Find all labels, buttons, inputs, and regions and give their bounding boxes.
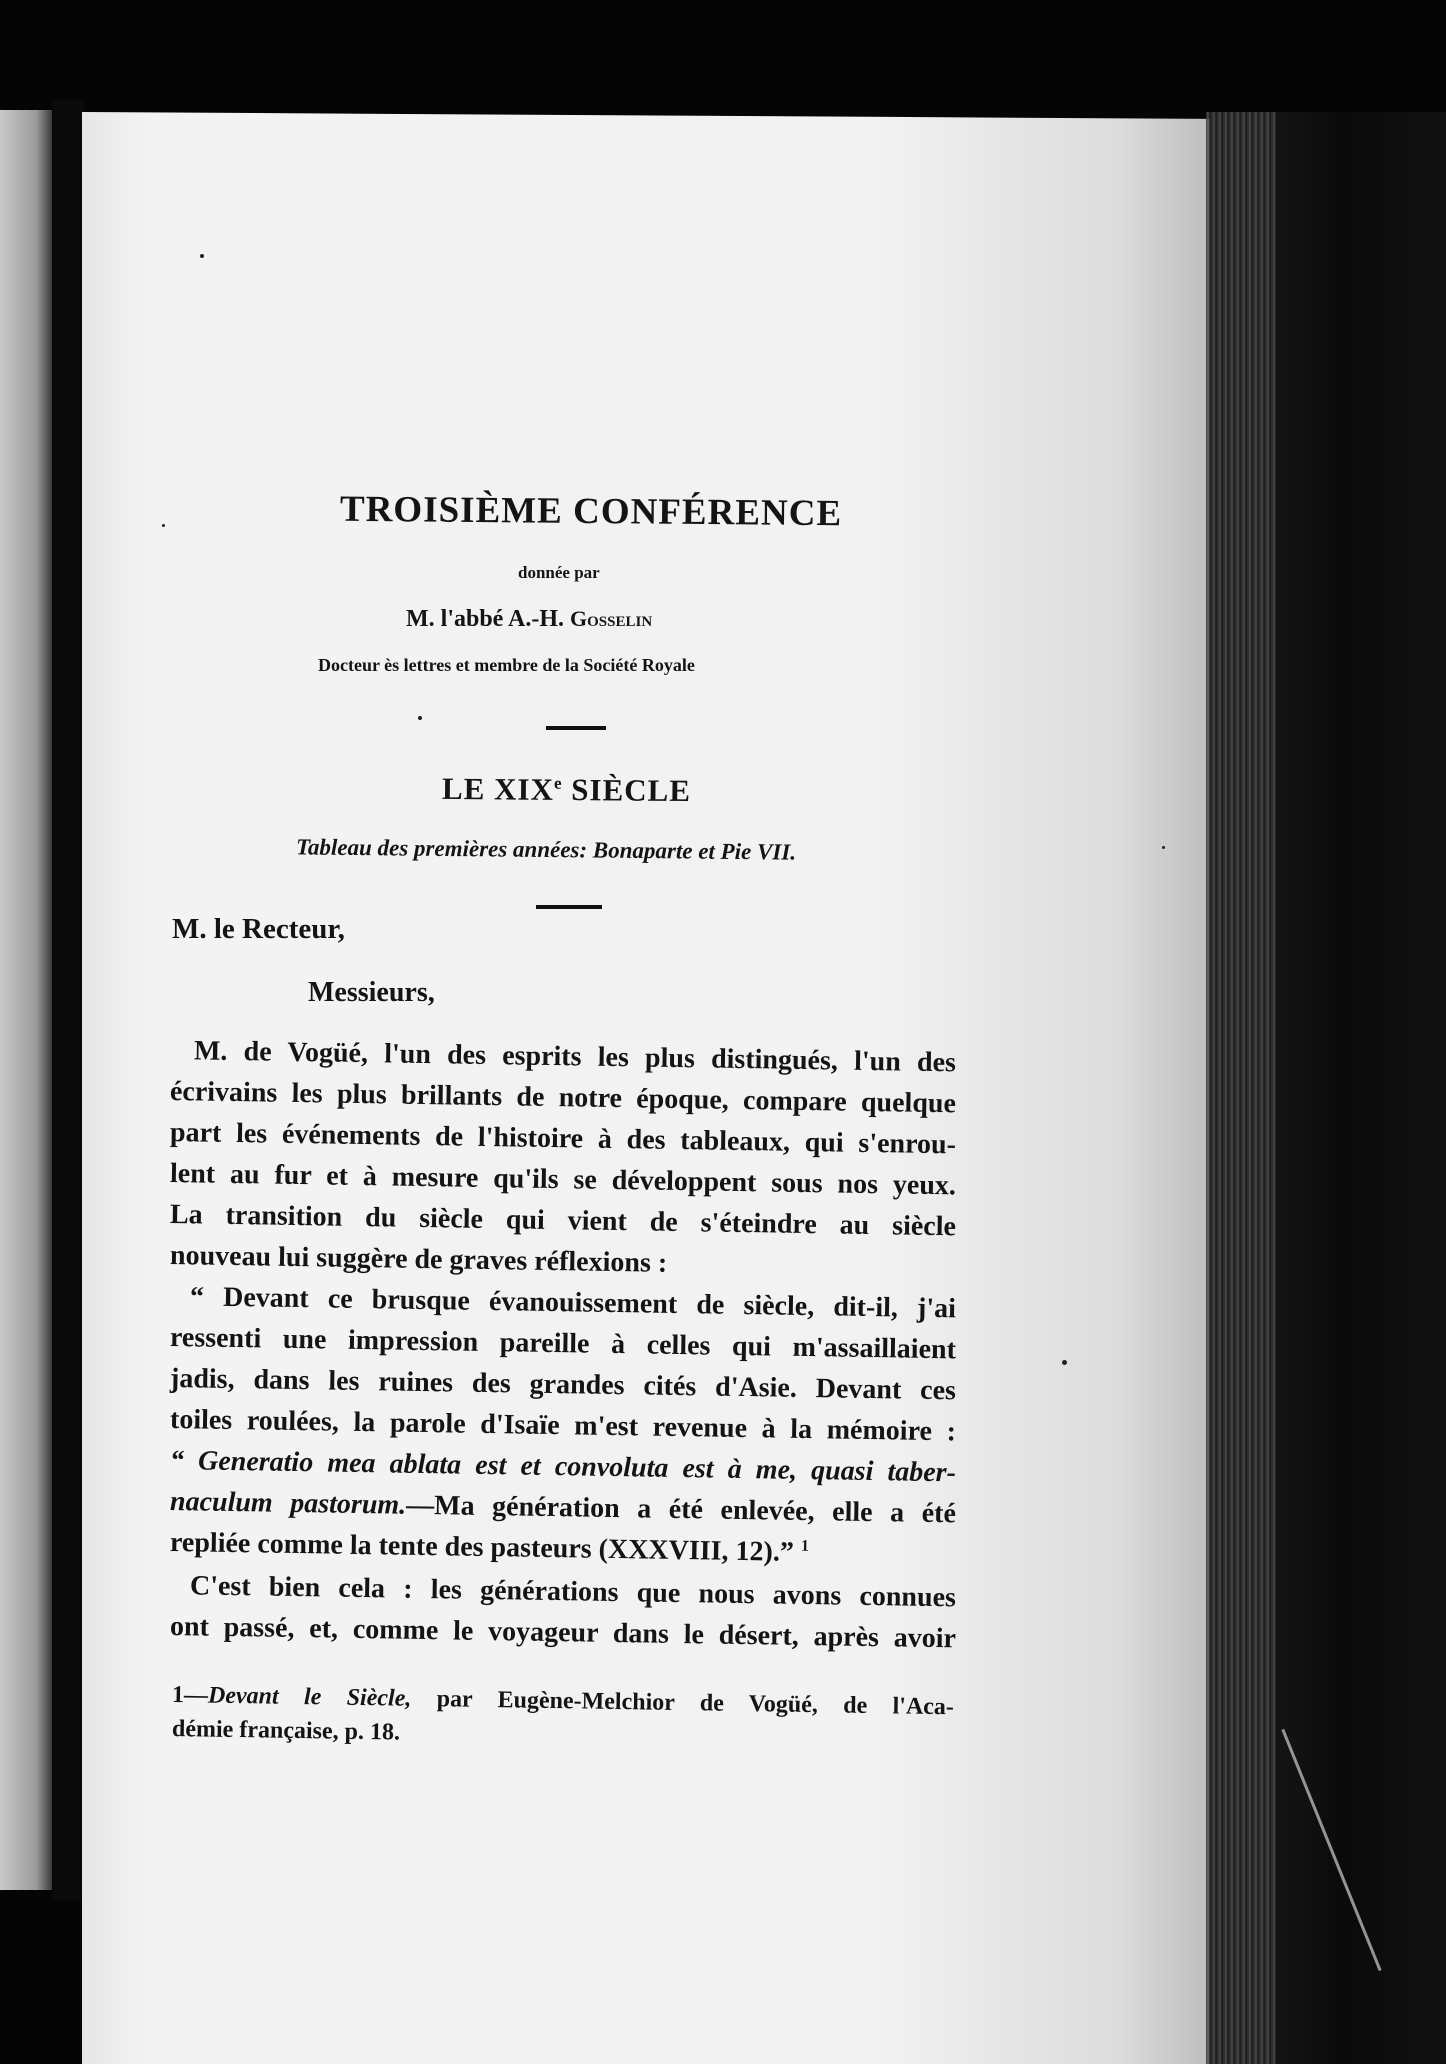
ink-speck [418,716,422,720]
quote-translation: —Ma génération a été enlevée, elle a été [405,1489,957,1530]
quote-line-latin: “ Generatio mea ablata est et convoluta est à me, quasi taber- [169,1445,957,1489]
body-line: nouveau lui suggère de graves réflexions : [169,1240,668,1279]
body-line: lent au fur et à mesure qu'ils se développent sous nos yeux. [169,1158,957,1202]
body-line: La transition du siècle qui vient de s'éteindre au siècle [169,1199,957,1243]
footnote-work-title: Devant le Siècle, [207,1682,412,1712]
author-credentials: Docteur ès lettres et membre de la Société Royale [318,655,695,675]
section-subtitle: Tableau des premières années: Bonaparte et Pie VII. [295,834,797,865]
quote-latin-italic: naculum pastorum. [169,1486,407,1521]
salutation-recteur: M. le Recteur, [172,913,345,945]
body-line: ressenti une impression pareille à celles qui m'assaillaient [169,1322,957,1366]
page-stack-edge [1206,112,1276,2064]
ink-speck [200,254,204,258]
ink-speck [162,524,165,527]
footnote-rest: par Eugène-Melchior de Vogüé, de l'Aca- [411,1685,955,1721]
footnote-line-2: démie française, p. 18. [171,1716,401,1746]
given-by-label: donnée par [518,563,600,582]
section-title-pre: LE XIX [441,770,555,807]
footnote-number: 1— [171,1682,209,1709]
author-prefix: M. l'abbé A.-H. [406,606,571,632]
body-line: “ Devant ce brusque évanouissement de siècle, dit-il, j'ai [189,1281,957,1325]
salutation-messieurs: Messieurs, [308,977,435,1008]
divider-rule [536,905,602,909]
left-page-edge [0,110,52,1890]
section-title-sup: e [553,773,563,793]
body-line: ont passé, et, comme le voyageur dans le désert, après avoir [169,1611,957,1655]
section-title-post: SIÈCLE [562,771,692,809]
body-line: toiles roulées, la parole d'Isaïe m'est revenue à la mémoire : [169,1404,957,1448]
body-line: M. de Vogüé, l'un des esprits les plus distingués, l'un des [193,1035,957,1079]
footnote-marker: 1 [800,1537,810,1555]
divider-rule [546,726,606,730]
ink-speck [1162,846,1165,849]
body-line: écrivains les plus brillants de notre époque, compare quelque [169,1076,957,1120]
body-line: part les événements de l'histoire à des tableaux, qui s'enrou- [169,1117,957,1161]
author-line [406,606,652,633]
page-title: TROISIÈME CONFÉRENCE [339,488,843,535]
section-title [442,771,691,809]
gutter-shadow [52,100,84,1900]
quote-end-text: repliée comme la tente des pasteurs (XXXVIII, 12).” [169,1527,802,1568]
body-line: jadis, dans les ruines des grandes cités d'Asie. Devant ces [169,1363,957,1407]
body-line: C'est bien cela : les générations que nous avons connues [189,1570,957,1614]
author-name: Gosselin [570,606,653,631]
ink-speck [1062,1360,1067,1365]
